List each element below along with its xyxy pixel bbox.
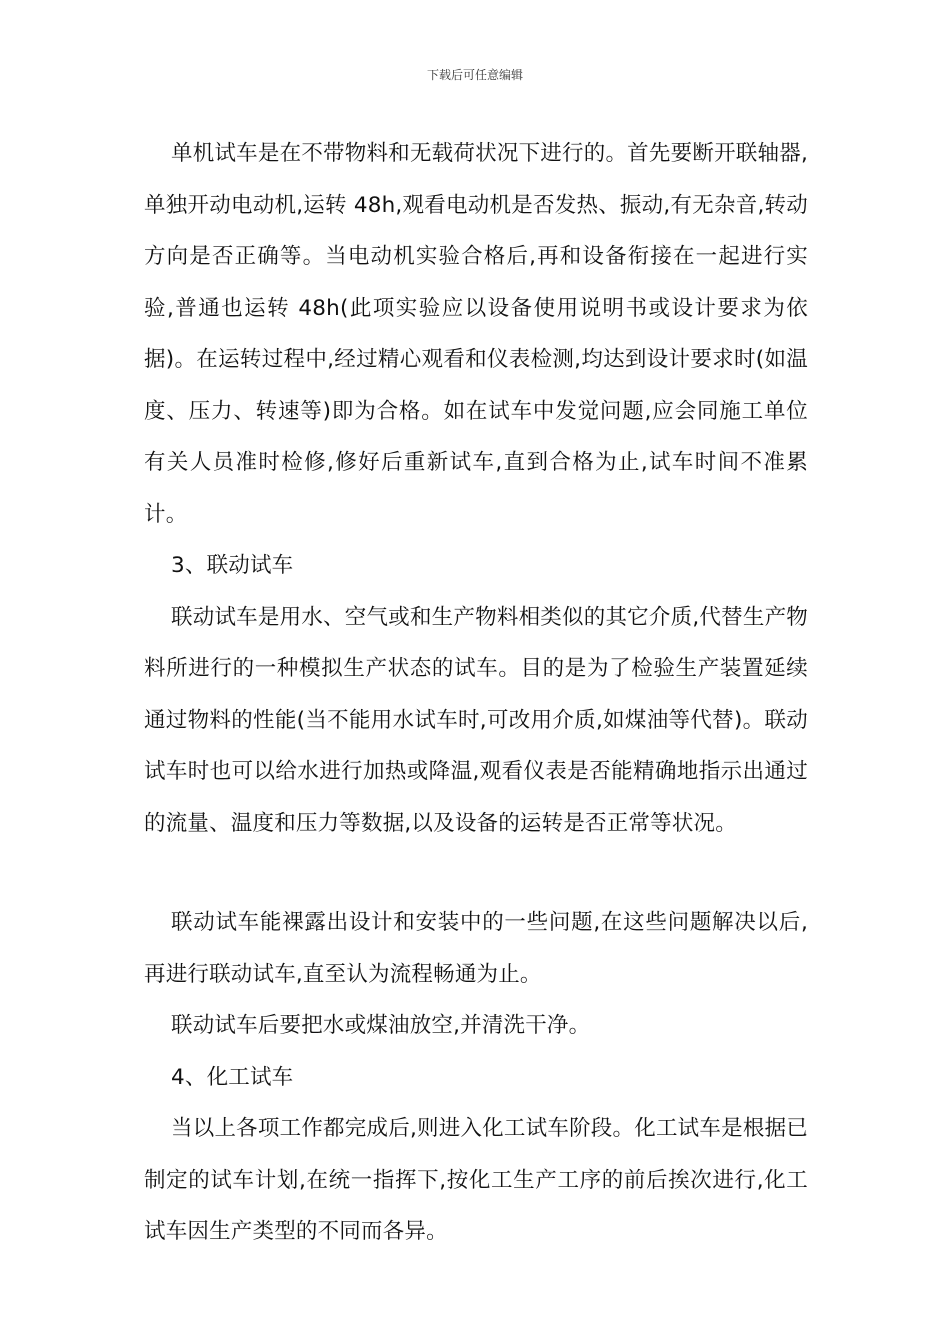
paragraph-linked-test-cleanup: 联动试车后要把水或煤油放空,并清洗干净。 (171, 1013, 591, 1038)
paragraph-linked-test-definition: 联动试车是用水、空气或和生产物料相类似的其它介质,代替生产物料所进行的一种模拟生产状态的试车。目的是为了检验生产装置延续通过物料的性能(当不能用水试车时,可改用介质,如煤油等代替)。联动试车时也可以给水进行加热或降温,观看仪表是否能精确地指示出通过的流量、温度和压力等数据,以及设备的运转是否正常等状况。 (144, 604, 808, 836)
section-heading-linked-test: 3、联动试车 (171, 553, 294, 578)
section-heading-chemical-test: 4、化工试车 (171, 1064, 294, 1090)
paragraph-chemical-test: 当以上各项工作都完成后,则进入化工试车阶段。化工试车是根据已制定的试车计划,在统一指挥下,按化工生产工序的前后挨次进行,化工试车因生产类型的不同而各异。 (144, 1116, 808, 1244)
document-body (144, 128, 808, 1258)
page-header: 下载后可任意编辑 (426, 68, 523, 82)
paragraph-single-machine-test: 单机试车是在不带物料和无载荷状况下进行的。首先要断开联轴器,单独开动电动机,运转 48h,观看电动机是否发热、振动,有无杂音,转动方向是否正确等。当电动机实验合格后,再和设备衔接在一起进行实验,普通也运转 48h(此项实验应以设备使用说明书或设计要求为依据)。在运转过程中,经过精心观看和仪表检测,均达到设计要求时(如温度、压力、转速等)即为合格。如在试车中发觉问题,应会同施工单位有关人员准时检修,修好后重新试车,直到合格为止,试车时间不准累计。 (144, 141, 808, 527)
paragraph-linked-test-issues: 联动试车能裸露出设计和安装中的一些问题,在这些问题解决以后,再进行联动试车,直至认为流程畅通为止。 (144, 910, 808, 987)
paragraph-gap (144, 849, 808, 897)
